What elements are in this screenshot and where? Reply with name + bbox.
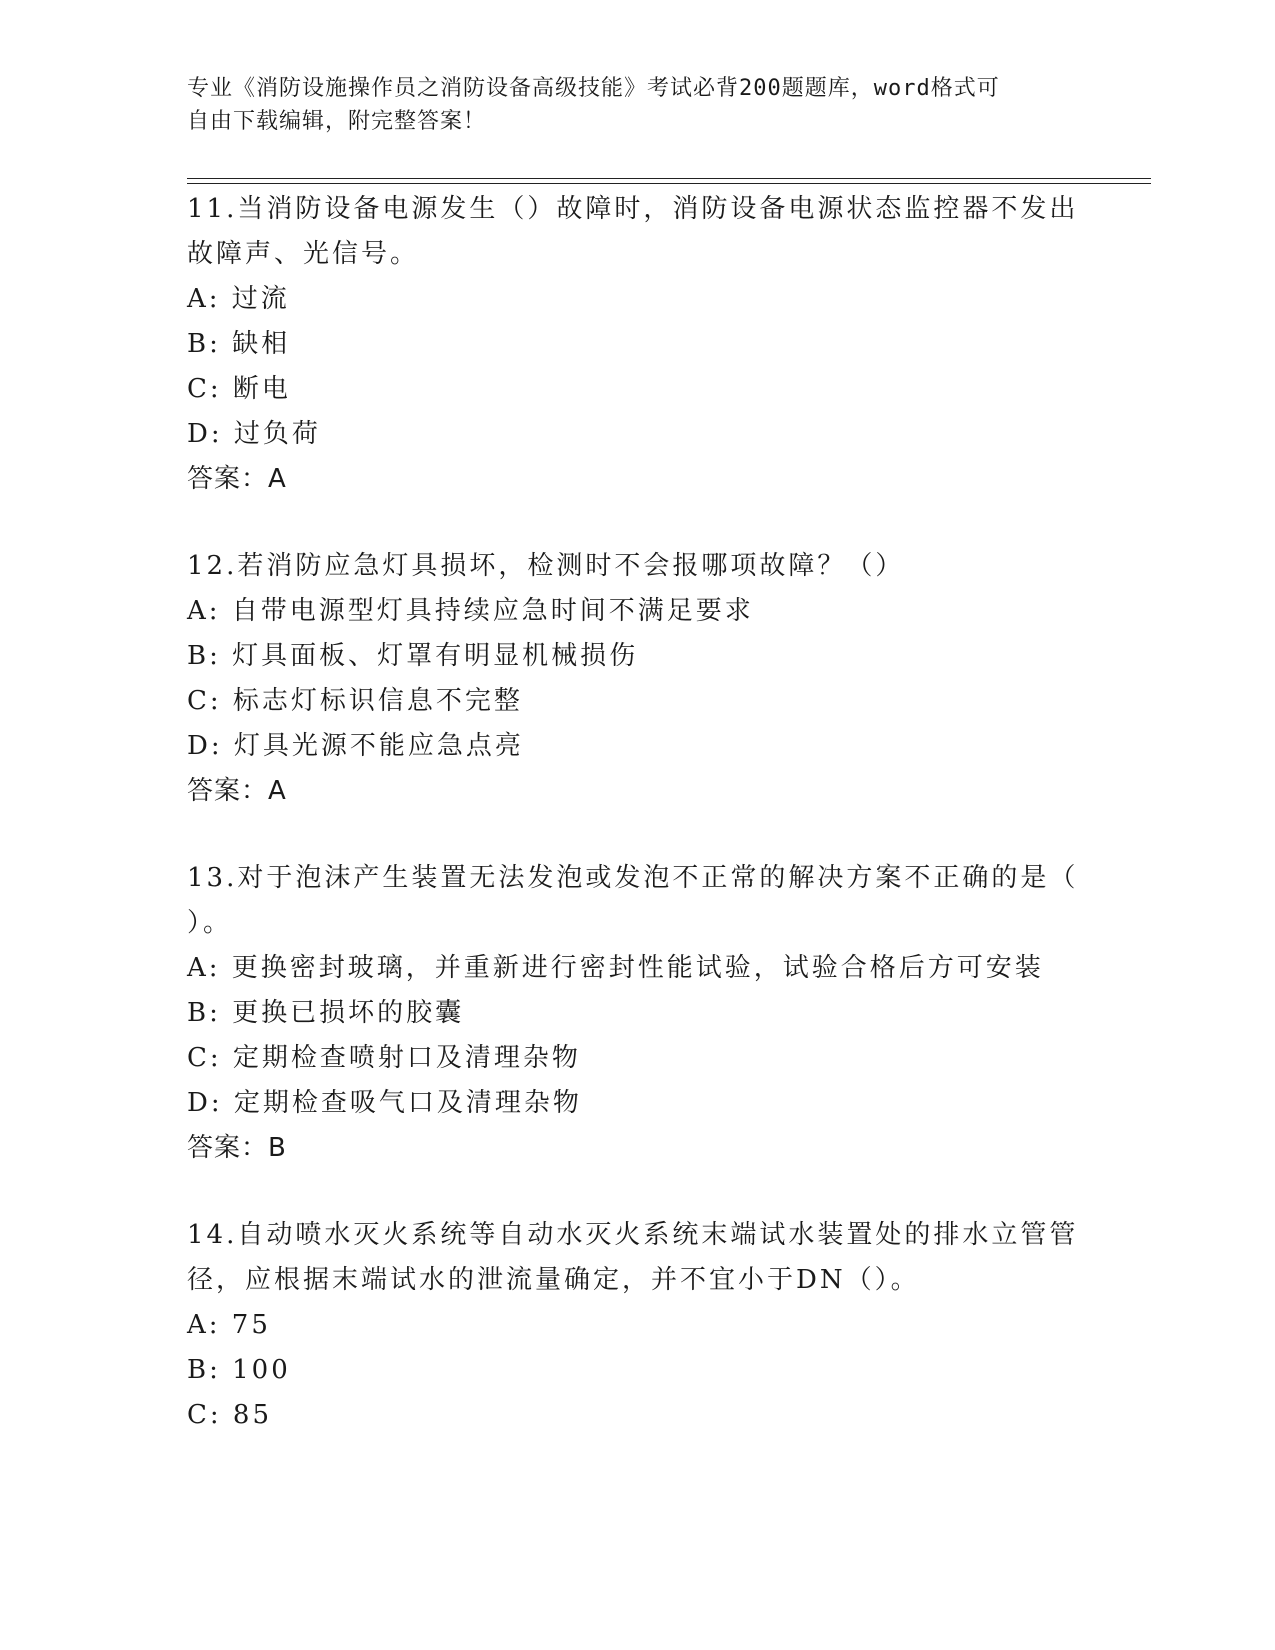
question-14-option-c: C: 85 — [187, 1400, 273, 1430]
question-11-option-b: B: 缺相 — [187, 329, 291, 359]
question-11-answer: 答案：A — [187, 464, 287, 494]
question-11-stem-line-2: 故障声、光信号。 — [187, 239, 420, 269]
question-13-option-c: C: 定期检查喷射口及清理杂物 — [187, 1043, 581, 1073]
question-13-stem-line-2: ）。 — [187, 908, 233, 938]
question-13-stem-line-1: 13.对于泡沫产生装置无法发泡或发泡不正常的解决方案不正确的是（ — [187, 863, 1079, 893]
question-11-option-d: D: 过负荷 — [187, 419, 321, 449]
question-12-option-a: A: 自带电源型灯具持续应急时间不满足要求 — [187, 596, 754, 626]
question-12-option-b: B: 灯具面板、灯罩有明显机械损伤 — [187, 641, 639, 671]
header-line-2: 自由下载编辑，附完整答案！ — [187, 109, 487, 134]
document-header — [187, 72, 1067, 138]
header-line-1: 专业《消防设施操作员之消防设备高级技能》考试必背200题题库，word格式可 — [187, 76, 1000, 101]
question-11-option-c: C: 断电 — [187, 374, 291, 404]
question-12-option-c: C: 标志灯标识信息不完整 — [187, 686, 523, 716]
question-12-stem-line-1: 12.若消防应急灯具损坏，检测时不会报哪项故障？（） — [187, 551, 905, 581]
question-13-option-a: A: 更换密封玻璃，并重新进行密封性能试验，试验合格后方可安装 — [187, 953, 1044, 983]
header-divider-top — [187, 178, 1151, 179]
question-14-option-b: B: 100 — [187, 1355, 291, 1385]
question-14-stem-line-1: 14.自动喷水灭火系统等自动水灭火系统末端试水装置处的排水立管管 — [187, 1220, 1079, 1250]
question-13-option-b: B: 更换已损坏的胶囊 — [187, 998, 465, 1028]
question-14-stem-line-2: 径，应根据末端试水的泄流量确定，并不宜小于DN（）。 — [187, 1265, 920, 1295]
question-13-answer: 答案：B — [187, 1133, 287, 1163]
question-12-answer: 答案：A — [187, 776, 287, 806]
question-14-option-a: A: 75 — [187, 1310, 271, 1340]
question-13-option-d: D: 定期检查吸气口及清理杂物 — [187, 1088, 582, 1118]
question-11-option-a: A: 过流 — [187, 284, 290, 314]
header-divider-bottom — [187, 183, 1151, 184]
question-12-option-d: D: 灯具光源不能应急点亮 — [187, 731, 524, 761]
question-11-stem-line-1: 11.当消防设备电源发生（）故障时，消防设备电源状态监控器不发出 — [187, 194, 1079, 224]
